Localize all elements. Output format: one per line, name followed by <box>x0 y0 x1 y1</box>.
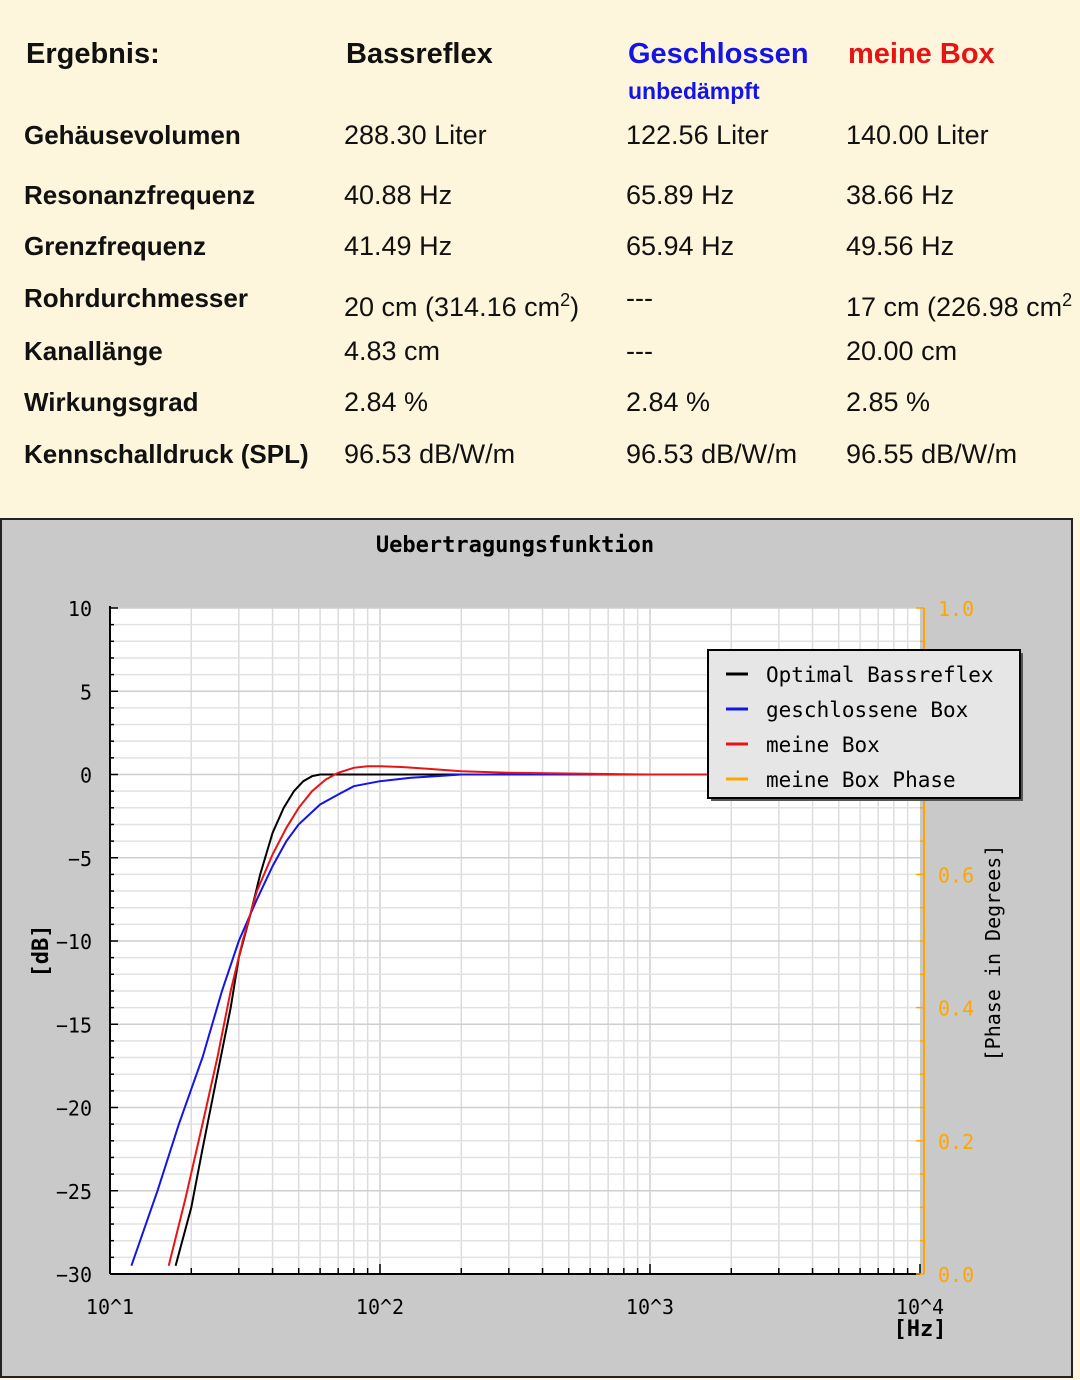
x-tick-label: 10^1 <box>85 1295 135 1319</box>
row-value <box>344 290 579 323</box>
y2-axis-label: [Phase in Degrees] <box>981 844 1005 1062</box>
row-value: 122.56 Liter <box>626 120 769 150</box>
row-value: 49.56 Hz <box>846 231 955 261</box>
y-tick-label: −5 <box>67 846 92 871</box>
row-value: 96.53 dB/W/m <box>344 439 516 469</box>
row-value: 2.84 % <box>344 387 429 417</box>
column-subheader-geschlossen: unbedämpft <box>628 78 760 104</box>
results-heading: Ergebnis: <box>26 38 160 70</box>
row-label: Kennschalldruck (SPL) <box>24 439 309 469</box>
column-header-geschlossen: Geschlossen <box>628 38 809 70</box>
row-label: Gehäusevolumen <box>24 120 241 150</box>
row-label: Grenzfrequenz <box>24 231 207 261</box>
value-text: 17 cm (226.98 cm <box>846 292 1063 322</box>
legend-entry: meine Box Phase <box>766 768 956 792</box>
row-value: 40.88 Hz <box>344 180 453 210</box>
row-value: 2.84 % <box>626 387 711 417</box>
y2-tick-label: 0.4 <box>938 996 975 1021</box>
x-tick-label: 10^2 <box>355 1295 405 1319</box>
results-table <box>0 0 1080 500</box>
x-tick-label: 10^4 <box>895 1295 945 1319</box>
row-value: 4.83 cm <box>344 336 441 366</box>
value-superscript: 2 <box>560 290 571 310</box>
row-value: 38.66 Hz <box>846 180 955 210</box>
row-value: 288.30 Liter <box>344 120 487 150</box>
row-value: 140.00 Liter <box>846 120 989 150</box>
y2-tick-label: 1.0 <box>938 597 975 621</box>
row-value: 2.85 % <box>846 387 931 417</box>
y-tick-label: −20 <box>55 1096 92 1121</box>
value-tail: ) <box>570 292 580 322</box>
x-tick-label: 10^3 <box>625 1295 675 1319</box>
row-value: 20.00 cm <box>846 336 958 366</box>
y-tick-label: −15 <box>55 1013 92 1038</box>
row-value <box>846 290 1072 323</box>
legend-entry: meine Box <box>766 733 880 757</box>
y2-tick-label: 0.0 <box>938 1263 975 1287</box>
legend-entry: geschlossene Box <box>766 698 969 722</box>
row-value: 65.89 Hz <box>626 180 735 210</box>
row-value: --- <box>626 336 653 366</box>
x-axis-label: [Hz] <box>893 1317 947 1342</box>
y-tick-label: −25 <box>55 1179 92 1204</box>
chart-title: Uebertragungsfunktion <box>375 533 655 558</box>
row-value: 41.49 Hz <box>344 231 453 261</box>
row-value: 96.53 dB/W/m <box>626 439 798 469</box>
y-tick-label: −30 <box>55 1263 92 1287</box>
row-label: Wirkungsgrad <box>24 387 199 417</box>
y-axis-label: [dB] <box>29 924 54 978</box>
row-value: 65.94 Hz <box>626 231 735 261</box>
column-header-bassreflex: Bassreflex <box>346 38 493 70</box>
y2-tick-label: 0.6 <box>938 863 975 888</box>
y-tick-label: 0 <box>79 763 92 788</box>
value-text: 20 cm (314.16 cm <box>344 292 561 322</box>
value-superscript: 2 <box>1062 290 1073 310</box>
chart-panel <box>0 518 1073 1378</box>
y-tick-label: 5 <box>79 680 92 705</box>
row-label: Rohrdurchmesser <box>24 283 248 313</box>
row-label: Resonanzfrequenz <box>24 180 256 210</box>
transfer-function-chart <box>2 520 1071 1376</box>
y-tick-label: 10 <box>67 597 92 621</box>
row-value: --- <box>626 283 653 313</box>
row-value: 96.55 dB/W/m <box>846 439 1018 469</box>
y-tick-label: −10 <box>55 930 92 954</box>
column-header-meine-box: meine Box <box>848 38 995 70</box>
row-label: Kanallänge <box>24 336 163 366</box>
legend-entry: Optimal Bassreflex <box>766 663 994 687</box>
y2-tick-label: 0.2 <box>938 1129 975 1154</box>
